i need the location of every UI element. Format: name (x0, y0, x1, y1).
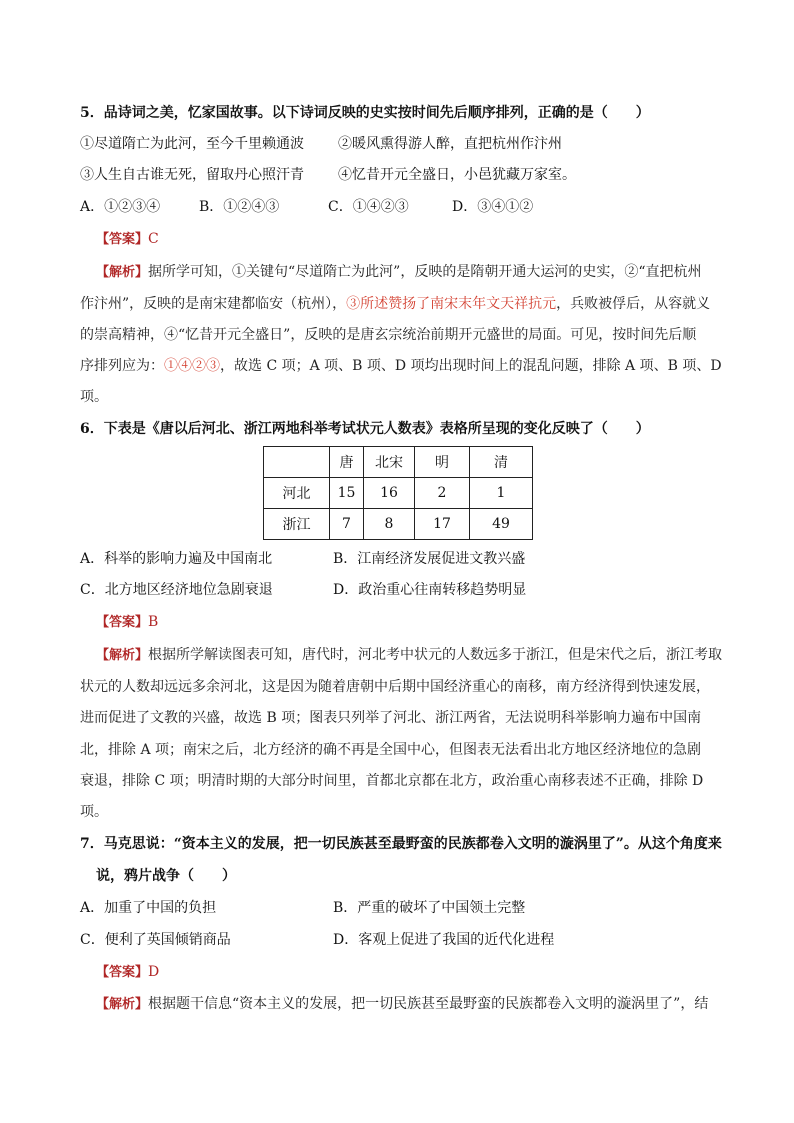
q5-poem-1: ①尽道隋亡为此河，至今千里赖通波 (80, 136, 304, 152)
analysis-text: ，故选 C 项；A 项、B 项、D 项均出现时间上的混乱问题，排除 A 项、B 项、D (220, 358, 722, 374)
table-cell: 49 (470, 509, 533, 540)
answer-value: C (148, 231, 159, 247)
q7-option-c: C．便利了英国倾销商品 (80, 932, 231, 948)
table-cell: 2 (415, 478, 470, 509)
analysis-text: 根据所学解读图表可知，唐代时，河北考中状元的人数远多于浙江，但是宋代之后，浙江考取 (148, 647, 723, 663)
q5-option-d: D．③④①② (452, 199, 534, 215)
answer-value: B (148, 614, 159, 630)
q5-analysis-line-4 (80, 356, 722, 376)
q5-poem-4: ④忆昔开元全盛日，小邑犹藏万家室。 (338, 167, 576, 183)
table-cell: 1 (470, 478, 533, 509)
q6-analysis-line-6: 项。 (80, 804, 108, 820)
q6-option-d: D．政治重心往南转移趋势明显 (333, 582, 527, 598)
scholar-count-table (263, 446, 533, 540)
analysis-tag: 【解析】 (96, 648, 149, 663)
q6-analysis-line-3: 进而促进了文教的兴盛，故选 B 项；图表只列举了河北、浙江两省，无法说明科举影响力遍布中国南 (80, 710, 702, 726)
q7-stem-line-1: 7．马克思说：“资本主义的发展，把一切民族甚至最野蛮的民族都卷入文明的漩涡里了”。从这个角度来 (80, 836, 722, 852)
q6-answer (96, 612, 158, 633)
analysis-text: ，兵败被俘后，从容就义 (556, 296, 711, 312)
q7-option-a: A．加重了中国的负担 (80, 900, 217, 916)
table-row (264, 509, 533, 540)
table-header-cell: 清 (470, 447, 533, 478)
analysis-tag: 【解析】 (96, 997, 149, 1012)
q5-option-c: C．①④②③ (328, 199, 409, 215)
analysis-text: 作汴州”，反映的是南宋建都临安（杭州）， (80, 296, 347, 312)
answer-tag: 【答案】 (96, 615, 149, 630)
q5-analysis-line-5: 项。 (80, 389, 108, 405)
table-header-cell (264, 447, 330, 478)
table-cell: 15 (330, 478, 364, 509)
analysis-tag: 【解析】 (96, 265, 149, 280)
q7-option-b: B．严重的破坏了中国领土完整 (333, 900, 526, 916)
q7-answer (96, 962, 159, 983)
q6-option-b: B．江南经济发展促进文教兴盛 (333, 551, 526, 567)
q7-stem-line-2: 说，鸦片战争（ ） (96, 868, 236, 884)
q7-option-d: D．客观上促进了我国的近代化进程 (333, 932, 555, 948)
table-cell: 17 (415, 509, 470, 540)
answer-value: D (148, 964, 160, 980)
q6-stem: 6．下表是《唐以后河北、浙江两地科举考试状元人数表》表格所呈现的变化反映了（ ） (80, 421, 650, 437)
q6-analysis-line-5: 衰退，排除 C 项；明清时期的大部分时间里，首都北京都在北方，政治重心南移表述不正确，排除 D (80, 773, 704, 789)
answer-tag: 【答案】 (96, 965, 149, 980)
q5-analysis-line-3: 的崇高精神，④“忆昔开元全盛日”，反映的是唐玄宗统治前期开元盛世的局面。可见，按时间先后顺 (80, 327, 697, 343)
q6-option-c: C．北方地区经济地位急剧衰退 (80, 582, 273, 598)
analysis-highlight: ①④②③ (164, 358, 220, 374)
analysis-text: 序排列应为： (80, 358, 164, 374)
q5-poem-2: ②暖风熏得游人醉，直把杭州作汴州 (338, 136, 562, 152)
table-cell: 16 (364, 478, 415, 509)
q5-answer (96, 229, 159, 250)
q7-analysis-line-1 (96, 994, 708, 1015)
q6-analysis-line-4: 北，排除 A 项；南宋之后，北方经济的确不再是全国中心，但图表无法看出北方地区经济地位的急剧 (80, 742, 702, 758)
table-header-cell: 明 (415, 447, 470, 478)
q5-analysis-line-1 (96, 262, 702, 283)
analysis-text: 据所学可知，①关键句“尽道隋亡为此河”，反映的是隋朝开通大运河的史实，②“直把杭州 (148, 264, 702, 280)
q6-analysis-line-1 (96, 645, 722, 666)
q6-analysis-line-2: 状元的人数却远远多余河北，这是因为随着唐朝中后期中国经济重心的南移，南方经济得到快速发展， (80, 679, 710, 695)
answer-tag: 【答案】 (96, 232, 149, 247)
q5-analysis-line-2 (80, 294, 710, 314)
table-header-row (264, 447, 533, 478)
analysis-text: 根据题干信息“资本主义的发展，把一切民族甚至最野蛮的民族都卷入文明的漩涡里了”，结 (148, 996, 709, 1012)
table-row (264, 478, 533, 509)
table-cell: 浙江 (264, 509, 330, 540)
q5-poem-3: ③人生自古谁无死，留取丹心照汗青 (80, 167, 304, 183)
q5-option-b: B．①②④③ (199, 199, 280, 215)
q5-stem: 5．品诗词之美，忆家国故事。以下诗词反映的史实按时间先后顺序排列，正确的是（ ） (80, 105, 650, 121)
table-header-cell: 唐 (330, 447, 364, 478)
q5-option-a: A．①②③④ (80, 199, 161, 215)
analysis-highlight: ③所述赞扬了南宋末年文天祥抗元 (346, 296, 557, 312)
table-cell: 7 (330, 509, 364, 540)
q6-option-a: A．科举的影响力遍及中国南北 (80, 551, 273, 567)
table-cell: 8 (364, 509, 415, 540)
table-header-cell: 北宋 (364, 447, 415, 478)
table-cell: 河北 (264, 478, 330, 509)
